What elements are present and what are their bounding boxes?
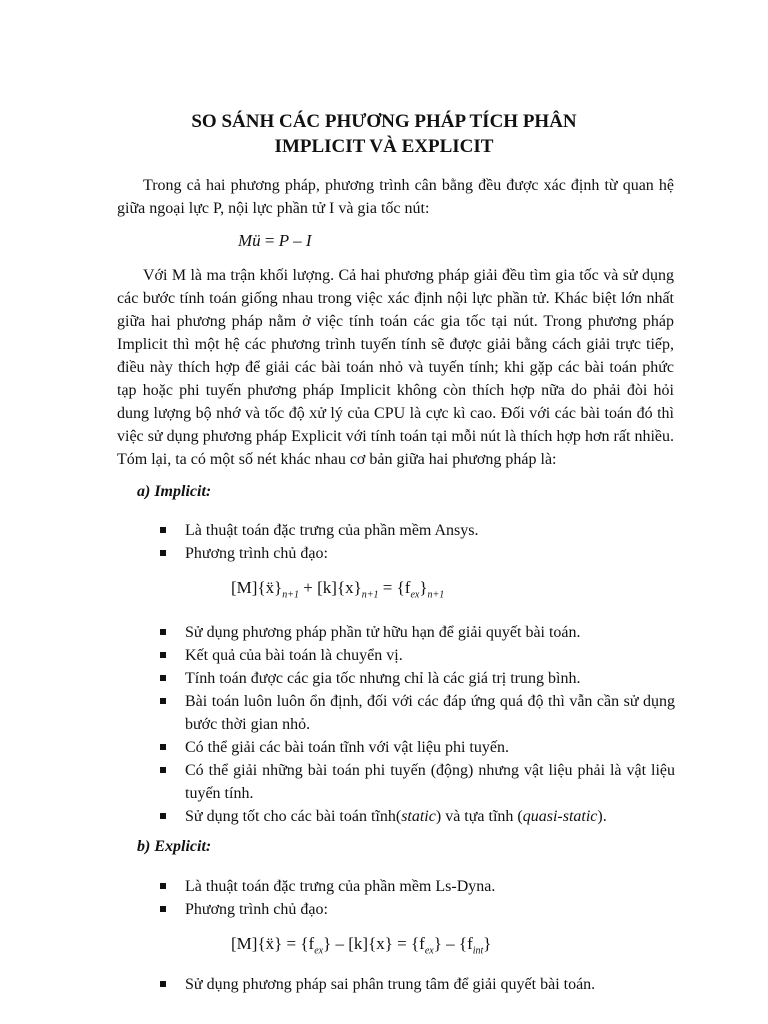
eq-term: {f	[300, 934, 315, 953]
explicit-equation	[231, 933, 491, 962]
body-paragraph: Với M là ma trận khối lượng. Cả hai phương pháp giải đều tìm gia tốc và sử dụng các bước tính toán giống nhau trong việc xác định nội lực phần tử. Khác biệt lớn nhất giữa hai phương pháp nằm ở việc tính toán các gia tốc tại nút. Trong phương pháp Implicit thì một hệ các phương trình tuyến tính sẽ được giải bằng cách giải trực tiếp, điều này thích hợp để giải các bài toán nhỏ và tuyến tính; khi gặp các bài toán phức tạp hoặc phi tuyến phương pháp Implicit không còn thích hợp nữa do phải đòi hỏi dung lượng bộ nhớ và tốc độ xử lý của CPU là cực kì cao. Đối với các bài toán đó thì việc sử dụng phương pháp Explicit với tính toán tại mỗi nút là thích hợp hơn rất nhiều. Tóm lại, ta có một số nét khác nhau cơ bản giữa hai phương pháp là:	[117, 267, 674, 468]
implicit-bullet-2	[160, 667, 675, 690]
eq-term: {f	[396, 578, 411, 597]
eq-term: [M]	[231, 578, 258, 597]
eq-operator: –	[331, 934, 349, 953]
equation-lhs: Mü	[238, 231, 261, 250]
explicit-bullet-software	[160, 875, 675, 898]
eq-subscript: ex	[314, 945, 324, 957]
quasi-static-term: quasi-static	[522, 808, 598, 825]
eq-subscript: n+1	[361, 589, 379, 601]
eq-term: }	[433, 934, 442, 953]
bullet-text: Sử dụng phương pháp sai phân trung tâm để giải quyết bài toán.	[185, 976, 596, 993]
eq-subscript: n+1	[282, 589, 300, 601]
implicit-bullet-1	[160, 644, 675, 667]
implicit-bullet-software	[160, 519, 675, 542]
equation-rhs: P – I	[278, 231, 312, 250]
eq-operator: +	[299, 578, 318, 597]
eq-term: [k]	[317, 578, 337, 597]
bullet-text: Phương trình chủ đạo:	[185, 901, 328, 918]
bullet-text-part: ).	[597, 808, 607, 825]
eq-term: {ẍ}	[257, 934, 283, 953]
intro-paragraph: Trong cả hai phương pháp, phương trình cân bằng đều được xác định từ quan hệ giữa ngoại lực P, nội lực phần tử I và gia tốc nút:	[117, 177, 674, 217]
bullet-text-part: ) và tựa tĩnh (	[435, 808, 523, 825]
implicit-heading: a) Implicit:	[137, 483, 212, 500]
document-title-line-2: IMPLICIT VÀ EXPLICIT	[274, 136, 494, 157]
eq-term: {x}	[368, 934, 393, 953]
bullet-icon	[160, 883, 166, 889]
eq-term: }	[419, 578, 428, 597]
eq-term: {f	[458, 934, 473, 953]
bullet-text: Có thể giải những bài toán phi tuyến (động) nhưng vật liệu phải là vật liệu tuyến tính.	[185, 762, 675, 802]
bullet-text: Bài toán luôn luôn ổn định, đối với các đáp ứng quá độ thì vẫn cần sử dụng bước thời gian nhỏ.	[185, 693, 675, 733]
eq-subscript: n+1	[427, 589, 445, 601]
eq-term: }	[483, 934, 492, 953]
bullet-icon	[160, 981, 166, 987]
bullet-icon	[160, 698, 166, 704]
bullet-text-part: Sử dụng tốt cho các bài toán tĩnh(	[185, 808, 402, 825]
bullet-icon	[160, 550, 166, 556]
implicit-bullet-static	[160, 805, 675, 828]
eq-term: {ẍ}	[257, 578, 283, 597]
eq-term: [k]	[348, 934, 369, 953]
implicit-bullet-4	[160, 736, 675, 759]
static-term: static	[401, 808, 436, 825]
bullet-icon	[160, 813, 166, 819]
bullet-text: Phương trình chủ đạo:	[185, 545, 328, 562]
eq-subscript: ex	[410, 589, 420, 601]
eq-term: }	[323, 934, 332, 953]
eq-term: {x}	[336, 578, 362, 597]
implicit-bullet-governing-equation	[160, 542, 675, 565]
bullet-icon	[160, 652, 166, 658]
bullet-text: Có thể giải các bài toán tĩnh với vật liệu phi tuyến.	[185, 739, 509, 756]
equilibrium-equation	[238, 230, 312, 252]
eq-term: [M]	[231, 934, 258, 953]
eq-operator: =	[282, 934, 301, 953]
implicit-bullet-3	[160, 690, 675, 736]
explicit-heading: b) Explicit:	[137, 838, 212, 855]
eq-operator: –	[441, 934, 459, 953]
bullet-text: Sử dụng phương pháp phần tử hữu hạn để giải quyết bài toán.	[185, 624, 581, 641]
explicit-bullet-method	[160, 973, 675, 996]
bullet-text: Là thuật toán đặc trưng của phần mềm Ls-Dyna.	[185, 878, 496, 895]
bullet-icon	[160, 906, 166, 912]
document-title-line-1: SO SÁNH CÁC PHƯƠNG PHÁP TÍCH PHÂN	[191, 111, 577, 132]
bullet-icon	[160, 744, 166, 750]
bullet-icon	[160, 767, 166, 773]
bullet-text: Tính toán được các gia tốc nhưng chỉ là các giá trị trung bình.	[185, 670, 581, 687]
bullet-icon	[160, 629, 166, 635]
bullet-text	[185, 805, 675, 828]
bullet-icon	[160, 675, 166, 681]
bullet-text: Là thuật toán đặc trưng của phần mềm Ansys.	[185, 522, 479, 539]
eq-operator: =	[392, 934, 412, 953]
eq-term: {f	[411, 934, 425, 953]
equation-equals: =	[260, 231, 279, 250]
eq-operator: =	[378, 578, 397, 597]
implicit-bullet-5	[160, 759, 675, 805]
eq-subscript: int	[472, 945, 484, 957]
bullet-text: Kết quả của bài toán là chuyển vị.	[185, 647, 403, 664]
explicit-bullet-governing-equation	[160, 898, 675, 921]
implicit-equation	[231, 577, 444, 606]
implicit-bullet-0	[160, 621, 675, 644]
eq-subscript: ex	[424, 945, 434, 957]
bullet-icon	[160, 527, 166, 533]
